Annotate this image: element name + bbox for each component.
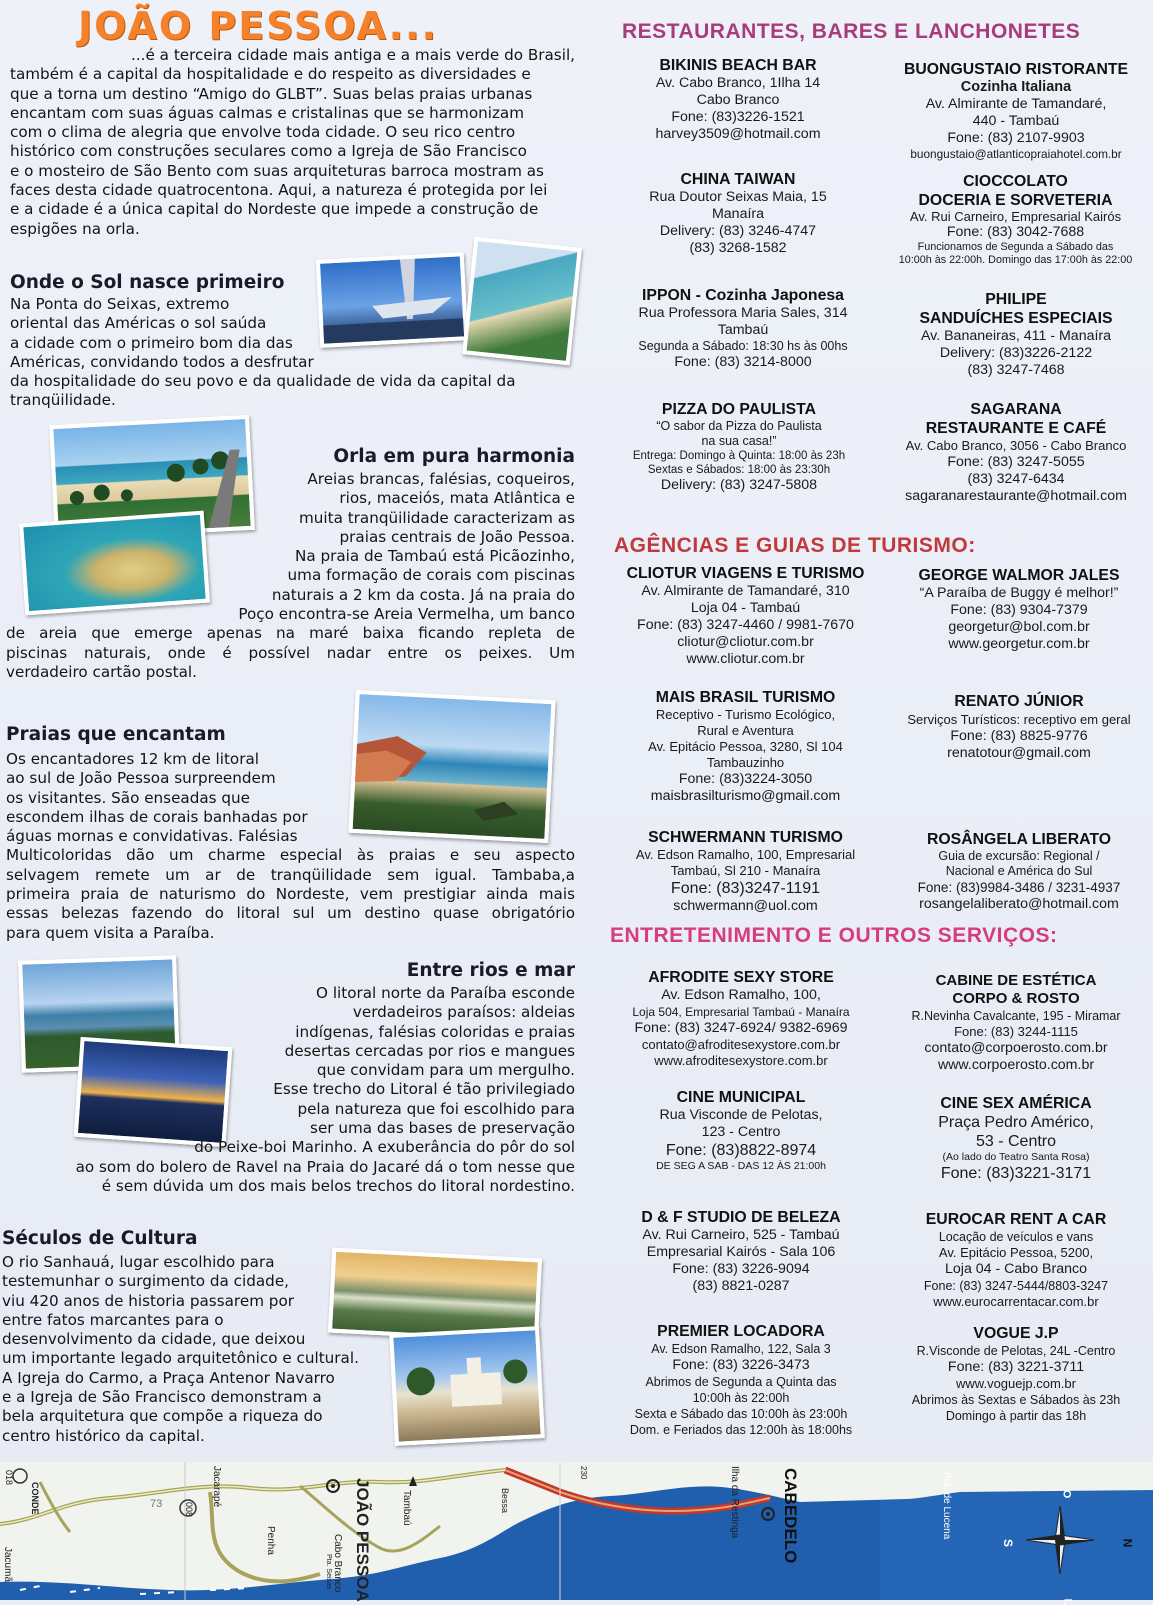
listing-line: Domingo à partir das 18h [945, 1409, 1087, 1423]
listing-name: CABINE DE ESTÉTICA [935, 972, 1097, 989]
compass-s-label: S [1001, 1538, 1016, 1548]
listing-line: R.Nevinha Cavalcante, 195 - Miramar [911, 1009, 1121, 1023]
section-text-orla [6, 470, 575, 682]
listing-name: ROSÂNGELA LIBERATO [926, 831, 1111, 848]
listing-line: (83) 3247-6434 [967, 471, 1065, 487]
listing-line: Fone: (83) 3214-8000 [674, 354, 812, 370]
map-label-jacuma: Jacumã [2, 1547, 13, 1583]
listing-card [608, 828, 883, 915]
listing-name: AFRODITE SEXY STORE [648, 969, 834, 986]
listing-name: SCHWERMANN TURISMO [648, 829, 843, 846]
map-label-018: 018 [4, 1470, 14, 1486]
listing-line: Fone: (83) 3247-5055 [947, 454, 1085, 470]
listing-line: (Ao lado do Teatro Santa Rosa) [942, 1151, 1090, 1163]
listing-line[interactable]: schwermann@uol.com [673, 898, 818, 914]
listing-line: Av. Edson Ramalho, 100, Empresarial [635, 847, 856, 862]
listing-name: CINE SEX AMÉRICA [940, 1095, 1092, 1112]
listing-line: Fone: (83)8822-8974 [665, 1142, 817, 1159]
section-text-rios [6, 984, 575, 1196]
listing-line[interactable]: www.cliotur.com.br [686, 651, 805, 667]
listing-line: Abrimos às Sextas e Sábados às 23h [911, 1393, 1121, 1407]
listing-card [605, 1208, 877, 1295]
listing-line: Praça Pedro Américo, [938, 1114, 1094, 1131]
listing-line[interactable]: renatotour@gmail.com [947, 745, 1091, 761]
listing-line: (83) 3268-1582 [689, 240, 787, 256]
compass-n-label: N [1120, 1538, 1135, 1548]
listing-card [880, 290, 1152, 379]
listing-card [885, 566, 1153, 653]
intro-line: e o mosteiro de São Bento com suas arquiteturas barroca mostram as [10, 161, 544, 180]
page-title: JOÃO PESSOA... [78, 4, 438, 48]
text-line: os visitantes. São enseadas que [6, 788, 251, 807]
listing-name: D & F STUDIO DE BELEZA [641, 1209, 841, 1226]
intro-line: faces desta cidade quatrocentona. Aqui, a natureza é protegida por lei [10, 181, 548, 200]
text-line: ser uma das bases de preservação [310, 1119, 575, 1138]
listing-line: Fone: (83)9984-3486 / 3231-4937 [917, 880, 1121, 895]
services-title: ENTRETENIMENTO E OUTROS SERVIÇOS: [610, 924, 1058, 947]
listing-name: CINE MUNICIPAL [676, 1089, 806, 1106]
listing-card [880, 1094, 1152, 1183]
map-label-bessa: Bessa [500, 1488, 510, 1514]
listing-line: Guia de excursão: Regional / [938, 849, 1100, 863]
listing-line: Dom. e Feriados das 12:00h às 18:00hs [629, 1423, 853, 1437]
map-label-008: 008 [184, 1502, 194, 1518]
photo-coast [462, 237, 582, 366]
text-line: ao sul de João Pessoa surpreendem [6, 769, 276, 788]
text-line: verdadeiros paraísos: aldeias [352, 1003, 575, 1022]
text-line: O litoral norte da Paraíba esconde [316, 984, 575, 1002]
listing-name: BUONGUSTAIO RISTORANTE [903, 61, 1129, 78]
listing-line: Delivery: (83)3226-2122 [939, 345, 1093, 361]
listing-line: Fone: (83) 3244-1115 [954, 1024, 1078, 1039]
listing-line: na sua casa!” [701, 434, 777, 448]
listing-line: Fone: (83) 3221-3711 [947, 1359, 1085, 1375]
listing-name: BIKINIS BEACH BAR [659, 57, 817, 74]
text-line: ao som do bolero de Ravel na Praia do Jacaré dá o tom nesse que [75, 1157, 575, 1176]
listing-name: CHINA TAIWAN [680, 171, 796, 188]
photo-historic-square [389, 1326, 545, 1446]
listing-line: Av. Cabo Branco, 3056 - Cabo Branco [905, 438, 1127, 453]
listing-line: Receptivo - Turismo Ecológico, [655, 707, 836, 722]
listing-card [608, 688, 883, 805]
text-line: Poço encontra-se Areia Vermelha, um banco [238, 605, 575, 624]
text-line: Américas, convidando todos a desfrutar [10, 352, 314, 371]
listing-line: (83) 3247-7468 [967, 362, 1065, 378]
text-line: verdadeiro cartão postal. [6, 662, 197, 681]
listing-name: CLIOTUR VIAGENS E TURISMO [626, 565, 865, 582]
text-line: Multicoloridas dão um charme especial às praias e seu aspecto [6, 846, 575, 865]
listing-line: Serviços Turísticos: receptivo em geral [907, 712, 1131, 727]
listing-name: SAGARANA [970, 401, 1062, 418]
text-line: entre fatos marcantes para o [2, 1310, 224, 1329]
listing-line: Sexta e Sábado das 10:00h às 23:00h [634, 1407, 848, 1421]
text-line: desertas cercadas por rios e mangues [284, 1041, 575, 1060]
text-line: Areias brancas, falésias, coqueiros, [307, 470, 575, 488]
listing-line: Av. Bananeiras, 411 - Manaíra [920, 328, 1112, 344]
text-line: A Igreja do Carmo, a Praça Antenor Navarro [2, 1368, 335, 1387]
listing-line: “O sabor da Pizza do Paulista [656, 419, 822, 433]
listing-line: Fone: (83)3221-3171 [940, 1165, 1092, 1182]
text-line: testemunhar o surgimento da cidade, [2, 1272, 289, 1291]
listing-card [880, 400, 1152, 505]
text-line: muita tranqüilidade caracterizam as [299, 508, 575, 527]
listing-line: Tambauzinho [706, 755, 785, 770]
listing-line[interactable]: www.afroditesexystore.com.br [654, 1053, 828, 1068]
compass-l-label: L [1061, 1598, 1074, 1605]
text-line: de areia que emerge apenas na maré baixa ficando repleta de [6, 624, 575, 643]
text-line: O rio Sanhauá, lugar escolhido para [2, 1253, 275, 1271]
text-line: e a Igreja de São Francisco demonstram a [2, 1388, 322, 1407]
listing-line: Manaíra [711, 206, 765, 222]
listing-card [880, 1324, 1152, 1424]
listing-line: (83) 8821-0287 [692, 1278, 790, 1294]
listing-line: Nacional e América do Sul [945, 864, 1093, 878]
text-line: Na Ponta do Seixas, extremo [10, 295, 230, 313]
section-heading-seculos: Séculos de Cultura [2, 1228, 198, 1249]
intro-line: espigões na orla. [10, 219, 140, 238]
section-heading-orla: Orla em pura harmonia [333, 446, 575, 467]
listing-line: Rua Professora Maria Sales, 314 [638, 305, 848, 321]
text-line: da hospitalidade do seu povo e da qualidade de vida da capital da [10, 372, 516, 391]
listing-card [880, 1210, 1152, 1310]
text-line: centro histórico da capital. [2, 1426, 205, 1445]
listing-line[interactable]: rosangelaliberato@hotmail.com [919, 896, 1119, 912]
text-line: Esse trecho do Litoral é tão privilegiado [273, 1080, 575, 1099]
listing-line: Av. Almirante de Tamandaré, [925, 96, 1107, 112]
listing-line: Fone: (83) 3247-4460 / 9981-7670 [637, 617, 854, 633]
listing-line: Delivery: (83) 3247-5808 [660, 477, 818, 493]
map-label-jacarape: Jacarapé [211, 1466, 222, 1508]
listing-name: EUROCAR RENT A CAR [925, 1211, 1107, 1228]
listing-line: Sextas e Sábados: 18:00 às 23:30h [647, 464, 831, 476]
listing-line: 440 - Tambaú [972, 113, 1060, 129]
text-line: tranqüilidade. [10, 391, 116, 410]
map-label-cabedelo: CABEDELO [781, 1468, 800, 1564]
map-label-conde: CONDE [30, 1482, 40, 1515]
listing-line: DE SEG A SAB - DAS 12 ÀS 21:00h [656, 1160, 826, 1172]
listing-line: Locação de veículos e vans [938, 1230, 1094, 1244]
section-text-praias [6, 750, 575, 943]
listing-line[interactable]: www.georgetur.com.br [948, 636, 1090, 652]
intro-line: encantam com suas águas calmas e cristalinas que se harmonizam [10, 103, 525, 122]
listing-card [878, 172, 1153, 267]
listing-card [608, 170, 868, 257]
listing-name: GEORGE WALMOR JALES [918, 567, 1120, 584]
intro-line: também é a capital da hospitalidade e do respeito as diversidades e [10, 65, 531, 84]
listing-line: Segunda a Sábado: 18:30 hs às 00hs [638, 339, 848, 353]
map-label-tambau: Tambaú [401, 1490, 412, 1526]
section-heading-praias: Praias que encantam [6, 724, 226, 745]
listing-line[interactable]: www.eurocarrentacar.com.br [933, 1294, 1099, 1309]
text-line: rios, maceiós, mata Atlântica e [339, 489, 575, 508]
listing-line: Tambaú, Sl 210 - Manaíra [670, 863, 821, 878]
listing-line: 10:00h às 22:00h. Domingo das 17:00h às 22:00 [898, 254, 1133, 266]
intro-line: e a cidade é a única capital do Nordeste que impede a construção de [10, 200, 539, 219]
listing-line: Empresarial Kairós - Sala 106 [646, 1244, 836, 1260]
text-line: praias centrais de João Pessoa. [339, 527, 575, 546]
text-line: uma formação de corais com piscinas [287, 566, 575, 585]
text-line: bela arquitetura que compõe a riqueza do [2, 1407, 323, 1426]
text-line: para quem visita a Paraíba. [6, 923, 215, 942]
text-line: escondem ilhas de corais banhadas por [6, 807, 308, 826]
text-line: águas mornas e convidativas. Falésias [6, 827, 298, 846]
listing-line[interactable]: sagaranarestaurante@hotmail.com [905, 488, 1127, 504]
listing-line: Fone: (83) 3226-3473 [672, 1357, 810, 1373]
listing-line: 10:00h às 22:00h [692, 1391, 790, 1405]
listing-line: Fone: (83) 2107-9903 [947, 130, 1085, 146]
section-heading-sol: Onde o Sol nasce primeiro [10, 272, 285, 293]
listing-line: Cabo Branco [696, 92, 780, 108]
listing-name: CIOCCOLATO [963, 173, 1068, 190]
intro-line: ...é a terceira cidade mais antiga e a mais verde do Brasil, [131, 46, 575, 64]
listing-line: Loja 504, Empresarial Tambaú - Manaíra [632, 1005, 850, 1019]
intro-paragraph [10, 46, 575, 239]
listing-line: Tambaú [717, 322, 769, 338]
listing-card [608, 400, 870, 494]
listing-card [608, 564, 883, 668]
listing-line[interactable]: maisbrasilturismo@gmail.com [650, 788, 841, 804]
listing-line: Av. Cabo Branco, 1Ilha 14 [655, 75, 821, 91]
listing-line: Fone: (83) 3247-5444/8803-3247 [923, 1279, 1109, 1293]
listing-line: Fone: (83) 3247-6924/ 9382-6969 [634, 1020, 848, 1036]
listing-name: CORPO & ROSTO [952, 990, 1080, 1007]
listing-line[interactable]: buongustaio@atlanticopraiahotel.com.br [910, 147, 1122, 161]
listing-line: Av. Edson Ramalho, 100, [661, 987, 821, 1003]
listing-line: Funcionamos de Segunda a Sábado das [917, 241, 1114, 253]
listing-line[interactable]: contato@afroditesexystore.com.br [641, 1037, 841, 1052]
map-label-ilha-restinga: Ilha da Restinga [729, 1466, 740, 1539]
listing-line[interactable]: cliotur@cliotur.com.br [677, 634, 814, 650]
map-label-lucena: Pta. de Lucena [941, 1472, 952, 1540]
listing-name: PHILIPE [985, 291, 1047, 308]
map-label-joao-pessoa: JOÃO PESSOA [353, 1478, 372, 1602]
listing-line: Rua Visconde de Pelotas, [659, 1107, 823, 1123]
intro-line: histórico com construções seculares como a Igreja de São Francisco [10, 142, 527, 161]
text-line: é sem dúvida um dos mais belos trechos do litoral nordestino. [101, 1176, 575, 1195]
section-heading-rios: Entre rios e mar [406, 960, 575, 981]
listing-card [605, 968, 877, 1069]
listing-line[interactable]: www.corpoerosto.com.br [937, 1057, 1095, 1073]
text-line: Na praia de Tambaú está Picãozinho, [294, 547, 575, 566]
listing-line: Av. Almirante de Tamandaré, 310 [641, 583, 850, 599]
text-line: Os encantadores 12 km de litoral [6, 750, 259, 768]
listing-line: Fone: (83) 9304-7379 [950, 602, 1088, 618]
listing-name: DOCERIA E SORVETERIA [918, 192, 1113, 209]
listing-name: PIZZA DO PAULISTA [661, 401, 817, 418]
listing-line: R.Visconde de Pelotas, 24L -Centro [916, 1344, 1116, 1358]
map-label-ponta-seixas: Pta. Seixas [325, 1554, 332, 1590]
coast-map-graphic [0, 1462, 1153, 1600]
listing-line[interactable]: harvey3509@hotmail.com [655, 126, 821, 142]
listing-line: Rural e Aventura [697, 723, 794, 738]
listing-line: Rua Doutor Seixas Maia, 15 [649, 189, 827, 205]
listing-line: Fone: (83)3247-1191 [670, 880, 821, 897]
listing-card [880, 972, 1152, 1074]
listing-line: “A Paraíba de Buggy é melhor!” [919, 585, 1119, 601]
listing-name: RENATO JÚNIOR [954, 693, 1084, 710]
listing-card [605, 1322, 877, 1438]
text-line: que convidam para um mergulho. [316, 1061, 575, 1080]
photo-monument [316, 252, 468, 348]
listing-line: Fone: (83) 3226-9094 [672, 1261, 810, 1277]
listing-line: 53 - Centro [975, 1133, 1057, 1150]
listing-name: VOGUE J.P [973, 1325, 1059, 1342]
listing-line: Fone: (83)3226-1521 [671, 109, 805, 125]
text-line: oriental das Américas o sol saúda [10, 314, 267, 333]
listing-line: Loja 04 - Tambaú [690, 600, 801, 616]
restaurants-title: RESTAURANTES, BARES E LANCHONETES [622, 20, 1081, 43]
listing-line: 123 - Centro [701, 1124, 781, 1140]
map-label-penha: Penha [265, 1526, 276, 1555]
listing-line[interactable]: www.voguejp.com.br [956, 1376, 1076, 1391]
text-line: um importante legado arquitetônico e cultural. [2, 1349, 359, 1368]
listing-name: RESTAURANTE E CAFÉ [925, 420, 1107, 437]
listing-card [885, 830, 1153, 913]
listing-line[interactable]: contato@corpoerosto.com.br [924, 1040, 1108, 1056]
listing-name: SANDUÍCHES ESPECIAIS [919, 310, 1113, 327]
agencies-title: AGÊNCIAS E GUIAS DE TURISMO: [614, 534, 976, 557]
listing-subtitle: Cozinha Italiana [960, 79, 1072, 95]
listing-card [880, 60, 1152, 161]
listing-line: Loja 04 - Cabo Branco [945, 1261, 1087, 1277]
listing-name: PREMIER LOCADORA [657, 1323, 825, 1340]
listing-line: Fone: (83) 8825-9776 [950, 728, 1088, 744]
text-line: do Peixe-boi Marinho. A exuberância do pôr do sol [194, 1138, 575, 1157]
text-line: primeira praia de naturismo do Nordeste, vem prestigiar ainda mais [6, 885, 575, 904]
coast-map [0, 1462, 1153, 1605]
listing-card [605, 1088, 877, 1173]
text-line: selvagem remete um ar de tranqüilidade sem igual. Tambaba,a [6, 865, 575, 884]
intro-line: que a torna um destino “Amigo do GLBT”. Suas belas praias urbanas [10, 84, 533, 103]
listing-line: Av. Rui Carneiro, Empresarial Kairós [909, 209, 1122, 224]
listing-line: Abrimos de Segunda a Quinta das [645, 1375, 837, 1389]
listing-card [608, 56, 868, 143]
text-line: piscinas naturais, onde é possível nadar entre os peixes. Um [6, 643, 575, 662]
compass-o-label: O [1060, 1489, 1073, 1499]
map-label-73: 73 [150, 1498, 163, 1510]
listing-line: Av. Epitácio Pessoa, 5200, [938, 1245, 1094, 1260]
listing-line: Fone: (83) 3042-7688 [946, 224, 1085, 240]
listing-name: MAIS BRASIL TURISMO [655, 689, 836, 706]
listing-line: Av. Epitácio Pessoa, 3280, Sl 104 [648, 739, 843, 754]
text-line: pela natureza que foi escolhido para [297, 1099, 575, 1118]
listing-card [608, 286, 878, 371]
text-line: indígenas, falésias coloridas e praias [295, 1022, 575, 1041]
listing-line: Fone: (83)3224-3050 [678, 771, 813, 787]
listing-line: Entrega: Domingo à Quinta: 18:00 às 23h [632, 450, 846, 462]
text-line: naturais a 2 km da costa. Já na praia do [271, 585, 575, 604]
listing-card [885, 692, 1153, 762]
map-label-cabo-branco: Cabo Branco [332, 1534, 343, 1593]
listing-line[interactable]: georgetur@bol.com.br [948, 619, 1090, 635]
listing-line: Delivery: (83) 3246-4747 [659, 223, 817, 239]
text-line: essas belezas fazendo do litoral sul um destino quase obrigatório [6, 904, 575, 923]
map-label-230: 230 [579, 1466, 588, 1480]
intro-line: com o clima de alegria que envolve toda cidade. O seu rico centro [10, 123, 516, 142]
text-line: desenvolvimento da cidade, que deixou [2, 1330, 306, 1349]
listing-line: Av. Rui Carneiro, 525 - Tambaú [642, 1227, 840, 1243]
text-line: a cidade com o primeiro bom dia das [10, 333, 293, 352]
listing-line: Av. Edson Ramalho, 122, Sala 3 [651, 1342, 831, 1356]
listing-name: IPPON - Cozinha Japonesa [642, 287, 844, 304]
text-line: viu 420 anos de historia passarem por [2, 1291, 294, 1310]
